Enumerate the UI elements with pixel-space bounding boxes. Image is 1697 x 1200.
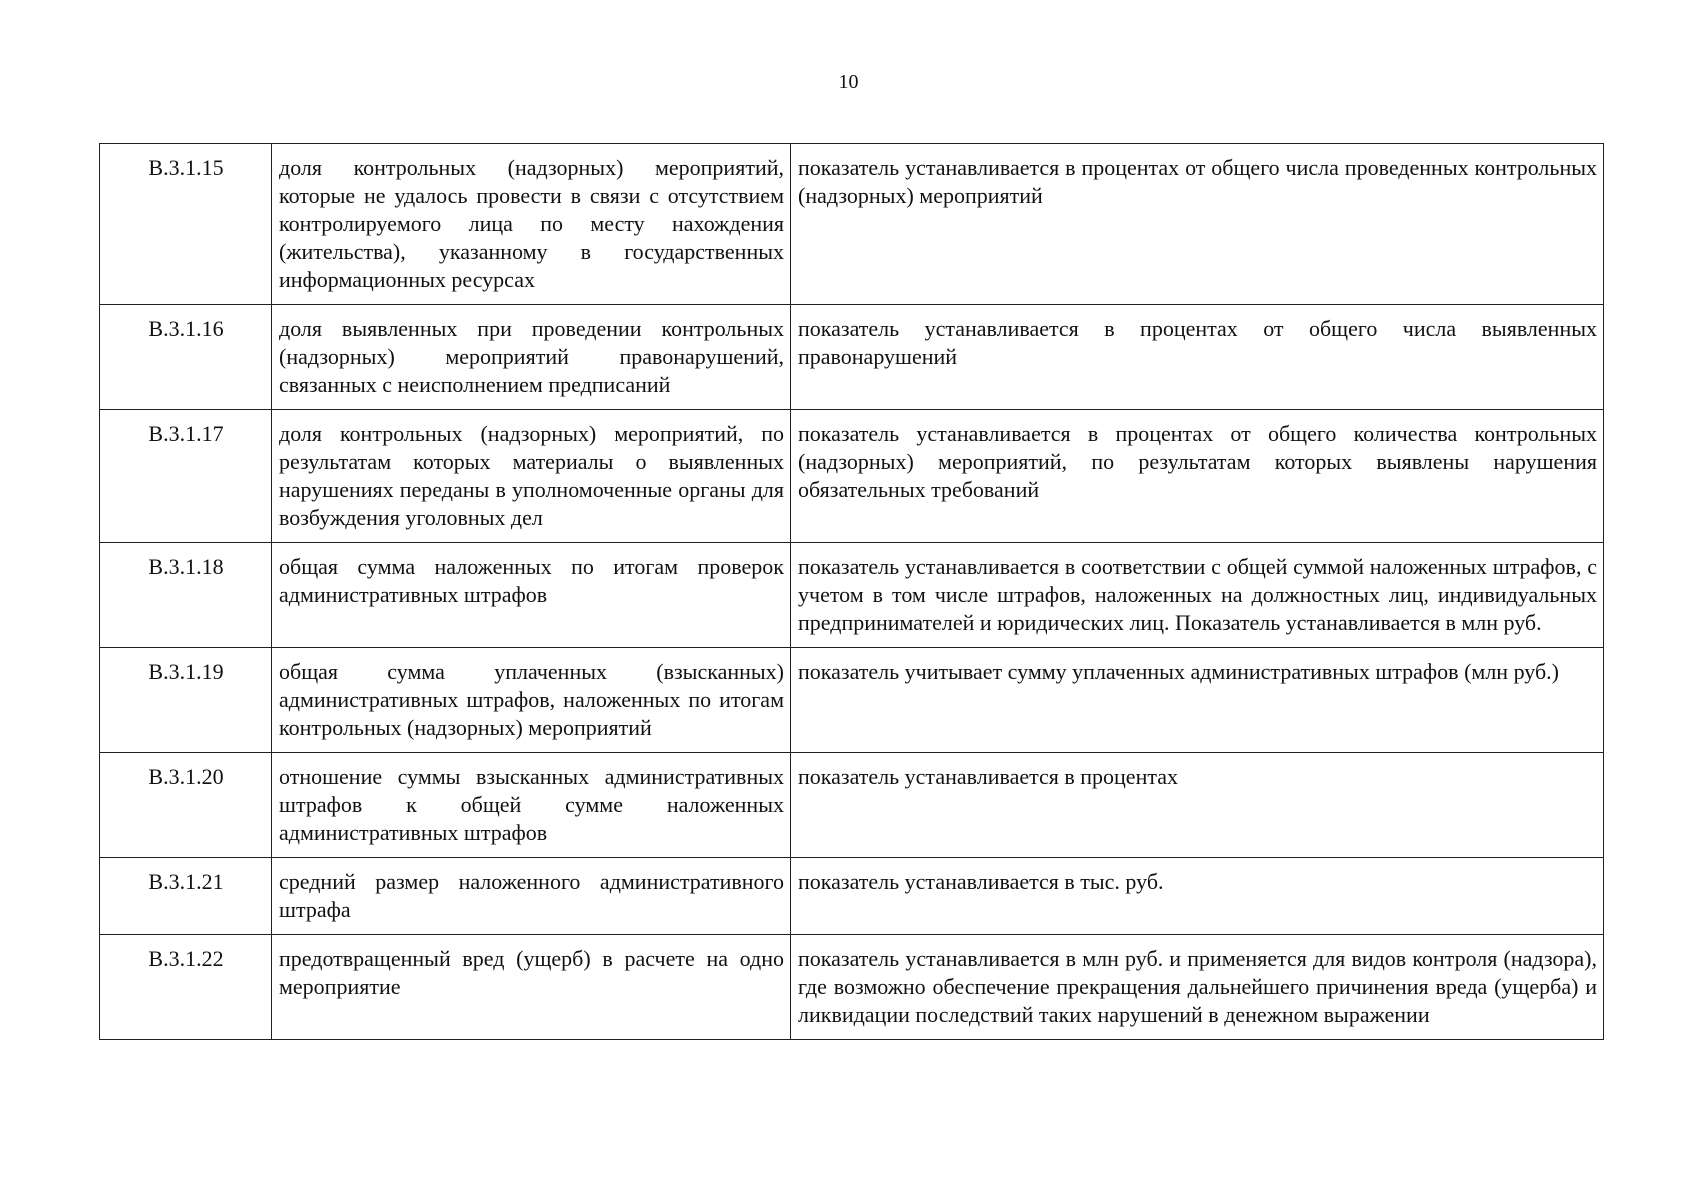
- table-row: [100, 858, 1604, 935]
- indicator-description: показатель устанавливается в млн руб. и применяется для видов контроля (надзора), где возможно обеспечение прекращения дальнейшего причинения вреда (ущерба) и ликвидации последствий таких нарушений в денежном выражении: [791, 935, 1604, 1040]
- indicator-code: В.3.1.15: [100, 144, 272, 305]
- indicator-name: средний размер наложенного административного штрафа: [272, 858, 791, 935]
- indicator-description: показатель устанавливается в процентах: [791, 753, 1604, 858]
- indicator-name: доля контрольных (надзорных) мероприятий, по результатам которых материалы о выявленных нарушениях переданы в уполномоченные органы для возбуждения уголовных дел: [272, 410, 791, 543]
- table-row: [100, 144, 1604, 305]
- indicator-description: показатель учитывает сумму уплаченных административных штрафов (млн руб.): [791, 648, 1604, 753]
- indicator-description: показатель устанавливается в процентах от общего числа выявленных правонарушений: [791, 305, 1604, 410]
- indicator-name: общая сумма уплаченных (взысканных) административных штрафов, наложенных по итогам контрольных (надзорных) мероприятий: [272, 648, 791, 753]
- indicators-table: [99, 143, 1604, 1040]
- indicator-code: В.3.1.22: [100, 935, 272, 1040]
- indicator-code: В.3.1.17: [100, 410, 272, 543]
- indicator-description: показатель устанавливается в процентах от общего количества контрольных (надзорных) мероприятий, по результатам которых выявлены нарушения обязательных требований: [791, 410, 1604, 543]
- indicator-name: доля контрольных (надзорных) мероприятий, которые не удалось провести в связи с отсутствием контролируемого лица по месту нахождения (жительства), указанному в государственных информационных ресурсах: [272, 144, 791, 305]
- indicator-code: В.3.1.18: [100, 543, 272, 648]
- table-row: [100, 305, 1604, 410]
- indicator-code: В.3.1.19: [100, 648, 272, 753]
- table-row: [100, 543, 1604, 648]
- indicator-description: показатель устанавливается в соответствии с общей суммой наложенных штрафов, с учетом в том числе штрафов, наложенных на должностных лиц, индивидуальных предпринимателей и юридических лиц. Показатель устанавливается в млн руб.: [791, 543, 1604, 648]
- table-row: [100, 410, 1604, 543]
- table-row: [100, 935, 1604, 1040]
- table-row: [100, 753, 1604, 858]
- indicator-description: показатель устанавливается в процентах от общего числа проведенных контрольных (надзорных) мероприятий: [791, 144, 1604, 305]
- indicator-code: В.3.1.16: [100, 305, 272, 410]
- indicator-code: В.3.1.21: [100, 858, 272, 935]
- indicator-name: предотвращенный вред (ущерб) в расчете на одно мероприятие: [272, 935, 791, 1040]
- indicator-name: отношение суммы взысканных административных штрафов к общей сумме наложенных административных штрафов: [272, 753, 791, 858]
- indicator-description: показатель устанавливается в тыс. руб.: [791, 858, 1604, 935]
- indicator-code: В.3.1.20: [100, 753, 272, 858]
- table-row: [100, 648, 1604, 753]
- page-number: 10: [838, 71, 859, 93]
- indicator-name: общая сумма наложенных по итогам проверок административных штрафов: [272, 543, 791, 648]
- indicator-name: доля выявленных при проведении контрольных (надзорных) мероприятий правонарушений, связанных с неисполнением предписаний: [272, 305, 791, 410]
